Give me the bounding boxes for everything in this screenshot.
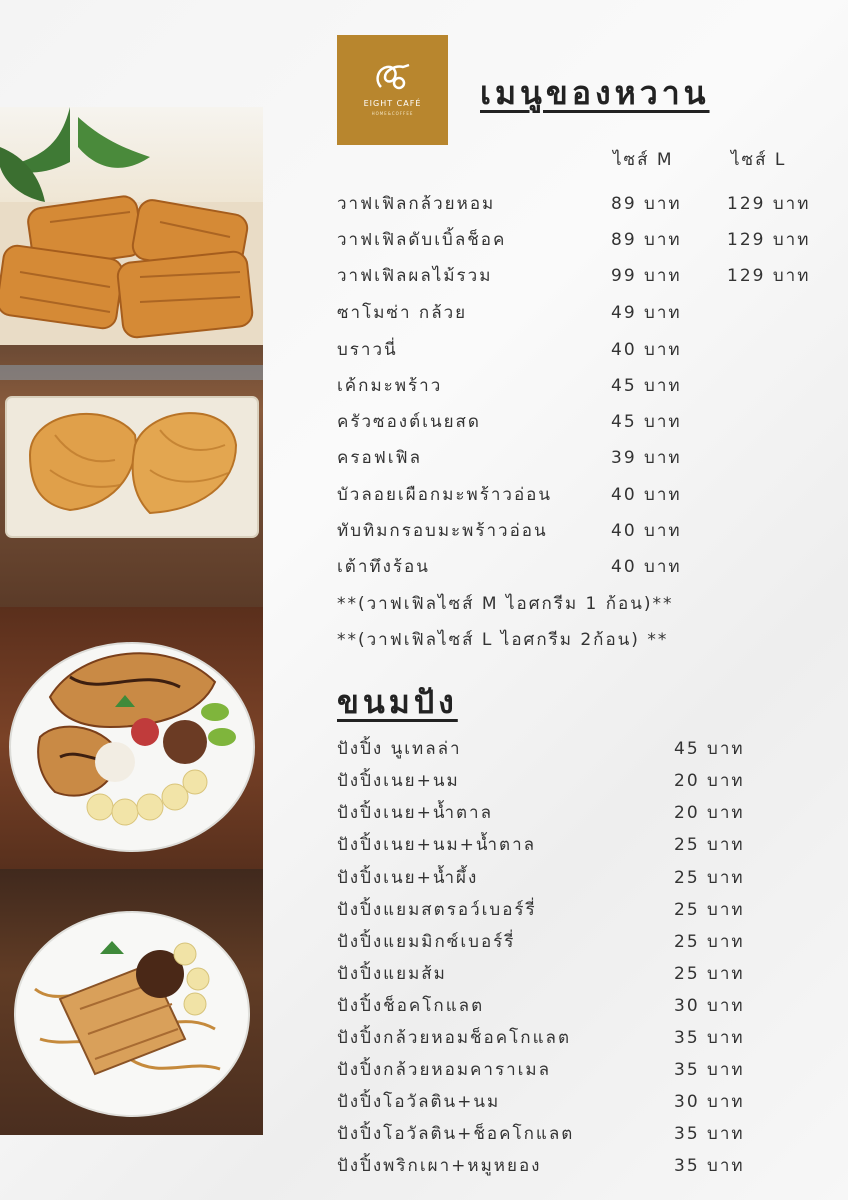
item-price: 25 บาท (674, 835, 745, 855)
item-name: บัวลอยเผือกมะพร้าวอ่อน (337, 485, 553, 505)
logo-mark-icon (373, 59, 413, 93)
item-price: 20 บาท (674, 771, 745, 791)
item-name: ซาโมซ่า กล้วย (337, 303, 468, 323)
price-m: 40 บาท (611, 485, 682, 505)
item-price: 25 บาท (674, 932, 745, 952)
croissants-photo (0, 345, 263, 607)
size-m-header: ไซส์ M (613, 150, 674, 170)
price-l: 129 บาท (727, 194, 811, 214)
price-m: 89 บาท (611, 230, 682, 250)
item-name: วาฟเฟิลกล้วยหอม (337, 194, 496, 214)
price-m: 45 บาท (611, 376, 682, 396)
item-name: เต้าทึงร้อน (337, 557, 430, 577)
item-price: 45 บาท (674, 739, 745, 759)
waffle-caramel-photo (0, 869, 263, 1135)
price-l: 129 บาท (727, 266, 811, 286)
cafe-logo (337, 35, 448, 145)
waffle-size-note: **(วาฟเฟิลไซส์ M ไอศกรีม 1 ก้อน)** (337, 594, 674, 614)
item-name: วาฟเฟิลผลไม้รวม (337, 266, 493, 286)
item-name: ปังปิ้งช็อคโกแลต (337, 996, 485, 1016)
item-price: 35 บาท (674, 1124, 745, 1144)
item-price: 35 บาท (674, 1156, 745, 1176)
price-m: 45 บาท (611, 412, 682, 432)
waffle-size-note: **(วาฟเฟิลไซส์ L ไอศกรีม 2ก้อน) ** (337, 630, 669, 650)
item-name: ปังปิ้งเนย+นม+น้ำตาล (337, 835, 537, 855)
item-price: 35 บาท (674, 1060, 745, 1080)
item-name: ครัวซองต์เนยสด (337, 412, 481, 432)
item-price: 20 บาท (674, 803, 745, 823)
bread-menu-title: ขนมปัง (337, 683, 458, 721)
item-name: ปังปิ้งแยมมิกซ์เบอร์รี่ (337, 932, 516, 952)
item-name: ปังปิ้งโอวัลติน+ช็อคโกแลต (337, 1124, 575, 1144)
item-price: 25 บาท (674, 868, 745, 888)
item-name: ปังปิ้งแยมสตรอว์เบอร์รี่ (337, 900, 537, 920)
price-m: 40 บาท (611, 557, 682, 577)
item-name: ปังปิ้งเนย+น้ำผึ้ง (337, 868, 479, 888)
price-m: 49 บาท (611, 303, 682, 323)
item-name: ปังปิ้งกล้วยหอมช็อคโกแลต (337, 1028, 571, 1048)
price-m: 99 บาท (611, 266, 682, 286)
price-l: 129 บาท (727, 230, 811, 250)
item-name: ปังปิ้งโอวัลติน+นม (337, 1092, 501, 1112)
item-name: ปังปิ้งเนย+นม (337, 771, 460, 791)
item-name: ปังปิ้งกล้วยหอมคาราเมล (337, 1060, 552, 1080)
item-price: 25 บาท (674, 900, 745, 920)
price-m: 89 บาท (611, 194, 682, 214)
item-price: 30 บาท (674, 996, 745, 1016)
item-name: ปังปิ้ง นูเทลล่า (337, 739, 462, 759)
item-price: 35 บาท (674, 1028, 745, 1048)
dessert-menu-title: เมนูของหวาน (480, 74, 710, 112)
item-price: 30 บาท (674, 1092, 745, 1112)
price-m: 39 บาท (611, 448, 682, 468)
logo-tagline: HOME&COFFEE (371, 111, 414, 116)
waffles-photo (0, 107, 263, 345)
item-name: บราวนี่ (337, 340, 398, 360)
price-m: 40 บาท (611, 521, 682, 541)
price-m: 40 บาท (611, 340, 682, 360)
item-name: ครอฟเฟิล (337, 448, 423, 468)
item-price: 25 บาท (674, 964, 745, 984)
item-name: วาฟเฟิลดับเบิ้ลช็อค (337, 230, 507, 250)
item-name: ทับทิมกรอบมะพร้าวอ่อน (337, 521, 548, 541)
item-name: เค้กมะพร้าว (337, 376, 443, 396)
item-name: ปังปิ้งพริกเผา+หมูหยอง (337, 1156, 542, 1176)
item-name: ปังปิ้งแยมส้ม (337, 964, 447, 984)
logo-name: EIGHT CAFÉ (363, 99, 422, 108)
waffle-icecream-photo (0, 607, 263, 869)
item-name: ปังปิ้งเนย+น้ำตาล (337, 803, 493, 823)
size-l-header: ไซส์ L (731, 150, 787, 170)
